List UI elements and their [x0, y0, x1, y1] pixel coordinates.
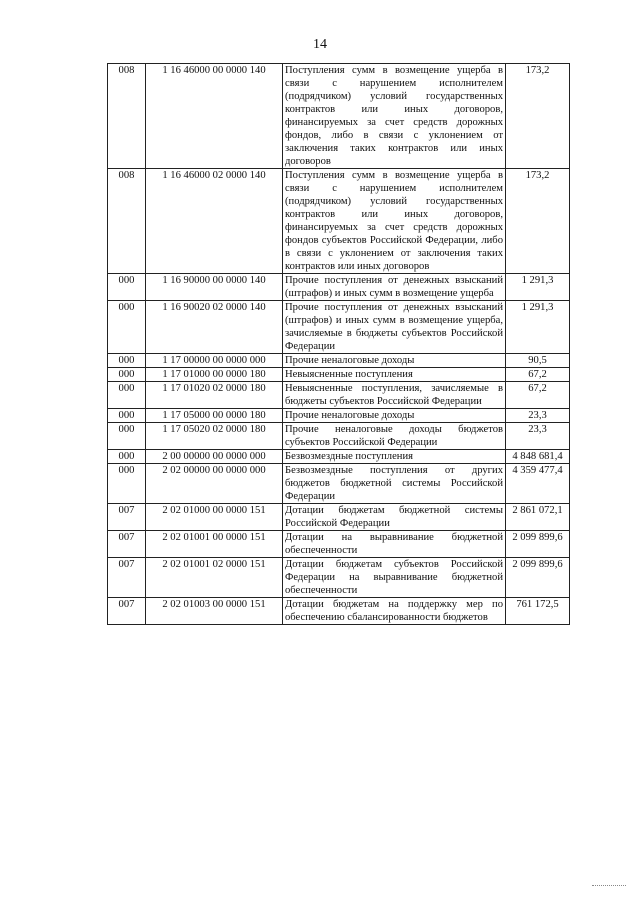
- amount-cell: 2 861 072,1: [506, 504, 570, 531]
- amount-cell: 67,2: [506, 368, 570, 382]
- amount-cell: 1 291,3: [506, 301, 570, 354]
- admin-code-cell: 000: [108, 368, 146, 382]
- amount-cell: 2 099 899,6: [506, 558, 570, 598]
- amount-cell: 23,3: [506, 409, 570, 423]
- revenue-name-cell: Дотации бюджетам на поддержку мер по обеспечению сбалансированности бюджетов: [283, 598, 506, 625]
- table-row: [108, 301, 570, 354]
- revenue-table: [107, 63, 570, 625]
- amount-cell: 4 359 477,4: [506, 464, 570, 504]
- classification-code-cell: 1 17 01000 00 0000 180: [146, 368, 283, 382]
- revenue-name-cell: Дотации бюджетам субъектов Российской Федерации на выравнивание бюджетной обеспеченности: [283, 558, 506, 598]
- classification-code-cell: 2 02 01001 02 0000 151: [146, 558, 283, 598]
- revenue-name-cell: Безвозмездные поступления: [283, 450, 506, 464]
- table-row: [108, 558, 570, 598]
- table-row: [108, 382, 570, 409]
- admin-code-cell: 008: [108, 169, 146, 274]
- amount-cell: 1 291,3: [506, 274, 570, 301]
- classification-code-cell: 2 00 00000 00 0000 000: [146, 450, 283, 464]
- table-row: [108, 531, 570, 558]
- admin-code-cell: 007: [108, 598, 146, 625]
- revenue-name-cell: Поступления сумм в возмещение ущерба в связи с нарушением исполнителем (подрядчиком) условий государственных контрактов или иных договоров, финансируемых за счет средств дорожных фондов, либо в связи с уклонением от заключения таких контрактов или иных договоров: [283, 64, 506, 169]
- classification-code-cell: 1 16 46000 00 0000 140: [146, 64, 283, 169]
- admin-code-cell: 000: [108, 354, 146, 368]
- admin-code-cell: 007: [108, 504, 146, 531]
- amount-cell: 4 848 681,4: [506, 450, 570, 464]
- admin-code-cell: 007: [108, 531, 146, 558]
- amount-cell: 173,2: [506, 169, 570, 274]
- revenue-name-cell: Прочие неналоговые доходы: [283, 354, 506, 368]
- revenue-name-cell: Прочие неналоговые доходы бюджетов субъектов Российской Федерации: [283, 423, 506, 450]
- classification-code-cell: 2 02 00000 00 0000 000: [146, 464, 283, 504]
- admin-code-cell: 007: [108, 558, 146, 598]
- table-row: [108, 504, 570, 531]
- admin-code-cell: 000: [108, 450, 146, 464]
- classification-code-cell: 1 17 01020 02 0000 180: [146, 382, 283, 409]
- classification-code-cell: 2 02 01003 00 0000 151: [146, 598, 283, 625]
- table-row: [108, 423, 570, 450]
- amount-cell: 23,3: [506, 423, 570, 450]
- scan-mark: [592, 885, 626, 887]
- page-number: 14: [313, 37, 327, 52]
- table-row: [108, 354, 570, 368]
- table-row: [108, 450, 570, 464]
- admin-code-cell: 000: [108, 423, 146, 450]
- amount-cell: 2 099 899,6: [506, 531, 570, 558]
- revenue-name-cell: Дотации на выравнивание бюджетной обеспеченности: [283, 531, 506, 558]
- revenue-name-cell: Невыясненные поступления, зачисляемые в бюджеты субъектов Российской Федерации: [283, 382, 506, 409]
- revenue-name-cell: Прочие поступления от денежных взысканий (штрафов) и иных сумм в возмещение ущерба, зачисляемые в бюджеты субъектов Российской Федерации: [283, 301, 506, 354]
- classification-code-cell: 1 16 90000 00 0000 140: [146, 274, 283, 301]
- table-row: [108, 368, 570, 382]
- classification-code-cell: 2 02 01001 00 0000 151: [146, 531, 283, 558]
- revenue-name-cell: Невыясненные поступления: [283, 368, 506, 382]
- revenue-name-cell: Прочие поступления от денежных взысканий (штрафов) и иных сумм в возмещение ущерба: [283, 274, 506, 301]
- revenue-name-cell: Дотации бюджетам бюджетной системы Российской Федерации: [283, 504, 506, 531]
- revenue-table-body: [108, 64, 570, 625]
- amount-cell: 761 172,5: [506, 598, 570, 625]
- classification-code-cell: 2 02 01000 00 0000 151: [146, 504, 283, 531]
- admin-code-cell: 000: [108, 274, 146, 301]
- revenue-name-cell: Прочие неналоговые доходы: [283, 409, 506, 423]
- amount-cell: 90,5: [506, 354, 570, 368]
- table-row: [108, 464, 570, 504]
- classification-code-cell: 1 17 00000 00 0000 000: [146, 354, 283, 368]
- table-row: [108, 598, 570, 625]
- amount-cell: 173,2: [506, 64, 570, 169]
- classification-code-cell: 1 17 05000 00 0000 180: [146, 409, 283, 423]
- admin-code-cell: 000: [108, 464, 146, 504]
- revenue-name-cell: Безвозмездные поступления от других бюджетов бюджетной системы Российской Федерации: [283, 464, 506, 504]
- table-row: [108, 169, 570, 274]
- table-row: [108, 409, 570, 423]
- table-row: [108, 64, 570, 169]
- table-row: [108, 274, 570, 301]
- admin-code-cell: 000: [108, 409, 146, 423]
- classification-code-cell: 1 16 90020 02 0000 140: [146, 301, 283, 354]
- admin-code-cell: 000: [108, 301, 146, 354]
- admin-code-cell: 008: [108, 64, 146, 169]
- admin-code-cell: 000: [108, 382, 146, 409]
- classification-code-cell: 1 17 05020 02 0000 180: [146, 423, 283, 450]
- revenue-name-cell: Поступления сумм в возмещение ущерба в связи с нарушением исполнителем (подрядчиком) условий государственных контрактов или иных договоров, финансируемых за счет средств дорожных фондов субъектов Российской Федерации, либо в связи с уклонением от заключения таких контрактов или иных договоров: [283, 169, 506, 274]
- amount-cell: 67,2: [506, 382, 570, 409]
- classification-code-cell: 1 16 46000 02 0000 140: [146, 169, 283, 274]
